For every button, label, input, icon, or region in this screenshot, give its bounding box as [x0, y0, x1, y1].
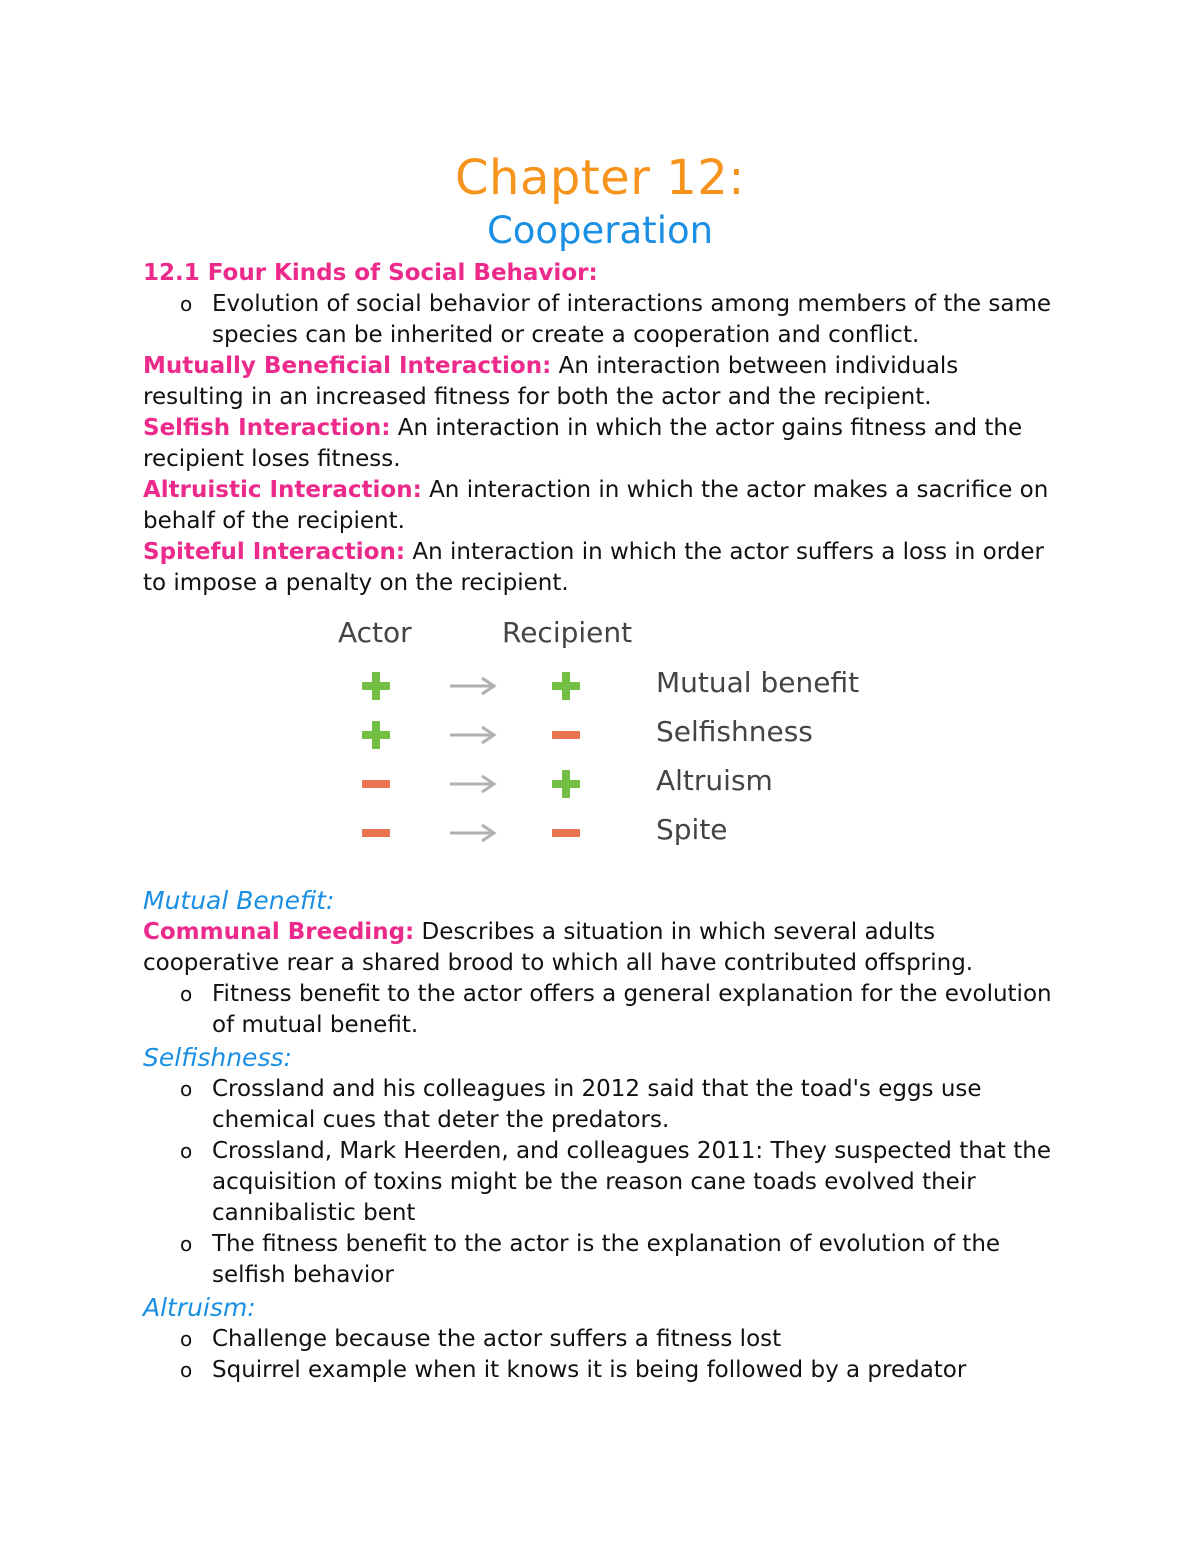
intro-block: [143, 258, 1063, 599]
chapter-title: Chapter 12:: [455, 150, 745, 206]
actor-header: Actor: [338, 616, 412, 649]
figure-row: [330, 711, 890, 759]
definition-mutual: [143, 351, 1063, 413]
bullet-mark: o: [180, 1232, 193, 1256]
definition-selfish: [143, 413, 1063, 475]
definition-communal: [143, 917, 1063, 979]
minus-icon: [552, 819, 580, 847]
section-heading: 12.1 Four Kinds of Social Behavior:: [143, 260, 598, 286]
minus-icon: [362, 819, 390, 847]
recipient-header: Recipient: [502, 616, 633, 649]
selfishness-heading: Selfishness:: [143, 1043, 292, 1072]
bullet-text: Crossland, Mark Heerden, and colleagues 2011: They suspected that the acquisition of toxins might be the reason cane toads evolved their cannibalistic bent: [212, 1138, 1051, 1226]
bullet-mark: o: [180, 1139, 193, 1163]
bullet-mark: o: [180, 1327, 193, 1351]
arrow-right-icon: [448, 772, 498, 796]
bullet-item: [143, 1229, 1063, 1291]
definition-text: An interaction between individuals resulting in an increased fitness for both the actor and the recipient.: [143, 353, 959, 410]
definition-term: Selfish Interaction:: [143, 415, 391, 441]
definition-term: Spiteful Interaction:: [143, 539, 406, 565]
definition-text: An interaction in which the actor gains fitness and the recipient loses fitness.: [143, 415, 1023, 472]
arrow-right-icon: [448, 821, 498, 845]
bullet-item: [143, 979, 1063, 1041]
bullet-text: Crossland and his colleagues in 2012 said that the toad's eggs use chemical cues that deter the predators.: [212, 1076, 982, 1133]
definition-term: Altruistic Interaction:: [143, 477, 422, 503]
bullet-text: Evolution of social behavior of interactions among members of the same species can be inherited or create a cooperation and conflict.: [212, 291, 1052, 348]
minus-icon: [552, 721, 580, 749]
bullet-text: Squirrel example when it knows it is being followed by a predator: [212, 1357, 967, 1383]
definition-text: An interaction in which the actor makes a sacrifice on behalf of the recipient.: [143, 477, 1049, 534]
bullet-text: Challenge because the actor suffers a fitness lost: [212, 1326, 782, 1352]
figure-row: [330, 809, 890, 857]
bullet-item: [143, 1136, 1063, 1229]
figure-row: [330, 760, 890, 808]
bullet-item: [143, 1324, 1063, 1355]
figure-row-label: Mutual benefit: [656, 666, 860, 699]
definition-term: Communal Breeding:: [143, 919, 415, 945]
interaction-figure: [330, 612, 890, 862]
figure-row-label: Selfishness: [656, 715, 813, 748]
bullet-mark: o: [180, 292, 193, 316]
bullet-mark: o: [180, 1358, 193, 1382]
bullet-mark: o: [180, 1077, 193, 1101]
bullet-mark: o: [180, 982, 193, 1006]
altruism-heading: Altruism:: [143, 1293, 256, 1322]
chapter-subtitle: Cooperation: [486, 209, 714, 252]
plus-icon: [552, 770, 580, 798]
mutual-benefit-heading: Mutual Benefit:: [143, 886, 335, 915]
definition-spiteful: [143, 537, 1063, 599]
bullet-text: Fitness benefit to the actor offers a general explanation for the evolution of mutual benefit.: [212, 981, 1052, 1038]
figure-row-label: Spite: [656, 813, 728, 846]
arrow-right-icon: [448, 674, 498, 698]
bullet-item: [143, 1074, 1063, 1136]
lower-block: [143, 884, 1063, 1386]
definition-term: Mutually Beneficial Interaction:: [143, 353, 552, 379]
bullet-text: The fitness benefit to the actor is the explanation of evolution of the selfish behavior: [212, 1231, 1001, 1288]
plus-icon: [362, 721, 390, 749]
definition-text: Describes a situation in which several adults cooperative rear a shared brood to which all have contributed offspring.: [143, 919, 974, 976]
minus-icon: [362, 770, 390, 798]
definition-text: An interaction in which the actor suffers a loss in order to impose a penalty on the recipient.: [143, 539, 1044, 596]
bullet-item: [143, 1355, 1063, 1386]
figure-row: [330, 662, 890, 710]
bullet-item: [143, 289, 1063, 351]
plus-icon: [552, 672, 580, 700]
definition-altruistic: [143, 475, 1063, 537]
figure-row-label: Altruism: [656, 764, 773, 797]
arrow-right-icon: [448, 723, 498, 747]
plus-icon: [362, 672, 390, 700]
